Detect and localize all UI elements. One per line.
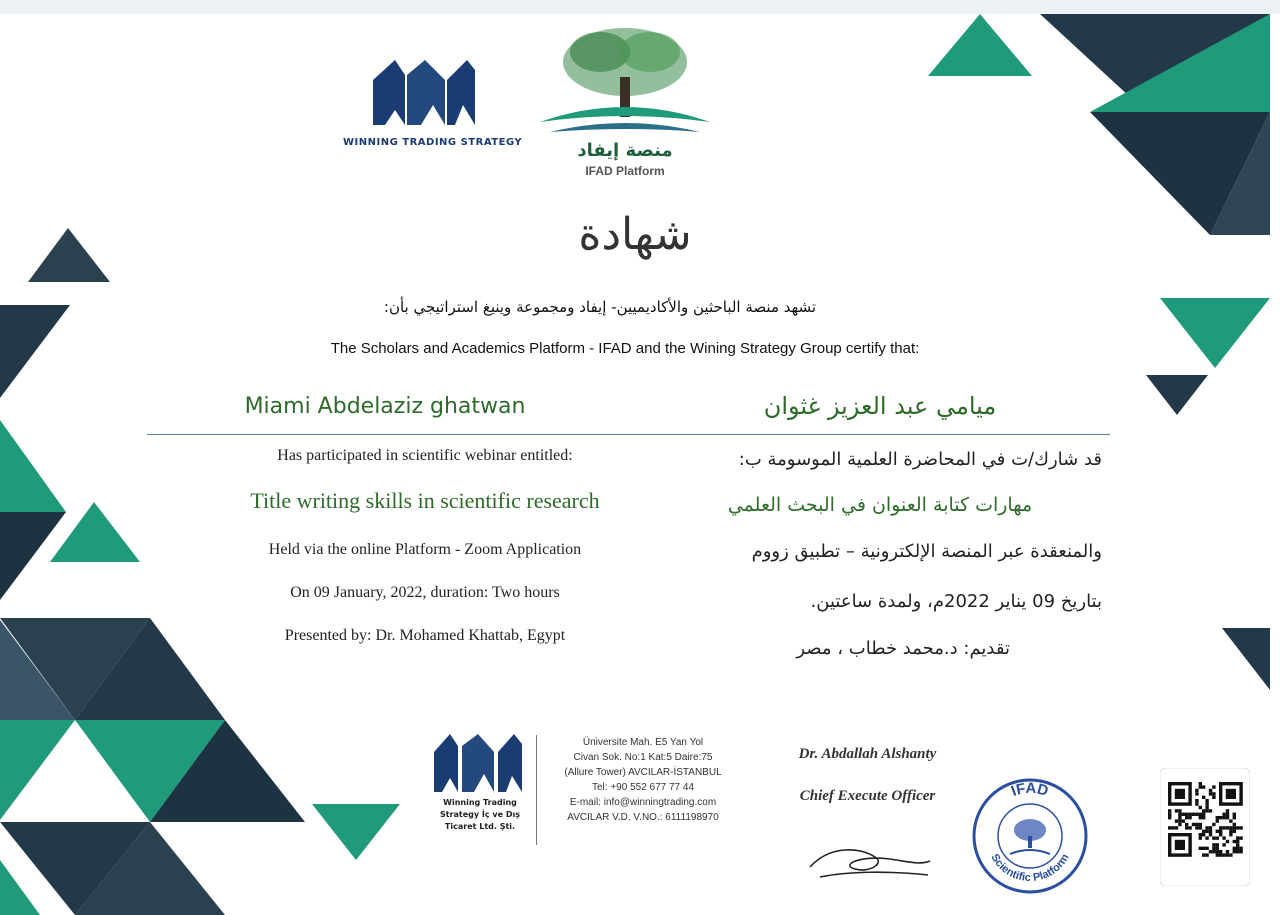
wts-stamp-mark-icon [430,732,530,794]
participated-english: Has participated in scientific webinar entitled: [277,447,573,464]
intro-arabic: تشهد منصة الباحثين والأكاديميين- إيفاد ومجموعة وينيغ استراتيجي بأن: [383,298,817,316]
ifad-platform-logo [530,22,720,182]
held-via-arabic: والمنعقدة عبر المنصة الإلكترونية – تطبيق زووم [751,541,1102,562]
webinar-title-arabic: مهارات كتابة العنوان في البحث العلمي [727,494,1033,516]
address-line: Üniversite Mah. E5 Yan Yol [582,737,704,748]
seal-icon [965,774,1095,894]
winning-trading-strategy-logo [335,55,523,155]
held-via-english: Held via the online Platform - Zoom Application [268,541,582,558]
recipient-name-english: Miami Abdelaziz ghatwan [244,394,526,419]
presenter-english: Presented by: Dr. Mohamed Khattab, Egypt [284,627,566,644]
address-line: Civan Sok. No:1 Kat:5 Daire:75 [573,752,713,763]
qr-code-icon [1160,768,1250,886]
wts-mark-icon [335,55,515,135]
company-line-1: Winning Trading [443,798,517,807]
date-duration-arabic: بتاريخ 09 يناير 2022م، ولمدة ساعتين. [810,591,1102,612]
company-line-2: Strategy İç ve Dış [440,810,520,819]
tree-icon [530,22,720,142]
ceo-name: Dr. Abdallah Alshanty [798,746,937,762]
date-duration-english: On 09 January, 2022, duration: Two hours [290,584,560,601]
ifad-seal [965,774,1095,894]
participated-arabic: قد شارك/ت في المحاضرة العلمية الموسومة ب: [738,449,1102,470]
company-line-3: Ticaret Ltd. Şti. [444,822,516,831]
webinar-title-english: Title writing skills in scientific research [250,488,600,513]
signature-icon [800,835,940,885]
name-divider [147,434,1110,435]
address-line: AVCILAR V.D. V.NO.: 6111198970 [567,812,719,823]
seal-bottom-text: Scientific Platform [988,851,1072,885]
intro-english: The Scholars and Academics Platform - IFAD and the Wining Strategy Group certify that: [330,340,920,357]
company-stamp-logo [430,732,530,842]
address-line: Tel: +90 552 677 77 44 [591,782,695,793]
recipient-name-arabic: ميامي عبد العزيز غثوان [763,392,997,420]
address-line: (Allure Tower) AVCILAR-İSTANBUL [564,767,722,778]
company-address [536,735,743,845]
wts-logo-text: WINNING TRADING STRATEGY [343,137,523,148]
seal-top-text: IFAD [1008,779,1051,801]
ceo-title: Chief Execute Officer [799,788,936,804]
ifad-english-name: IFAD Platform [585,164,665,178]
address-line: E-mail: info@winningtrading.com [569,797,717,808]
certificate-title: شهادة [578,209,692,260]
ifad-arabic-name: منصة إيفاد [577,140,673,161]
presenter-arabic: تقديم: د.محمد خطاب ، مصر [796,638,1010,659]
